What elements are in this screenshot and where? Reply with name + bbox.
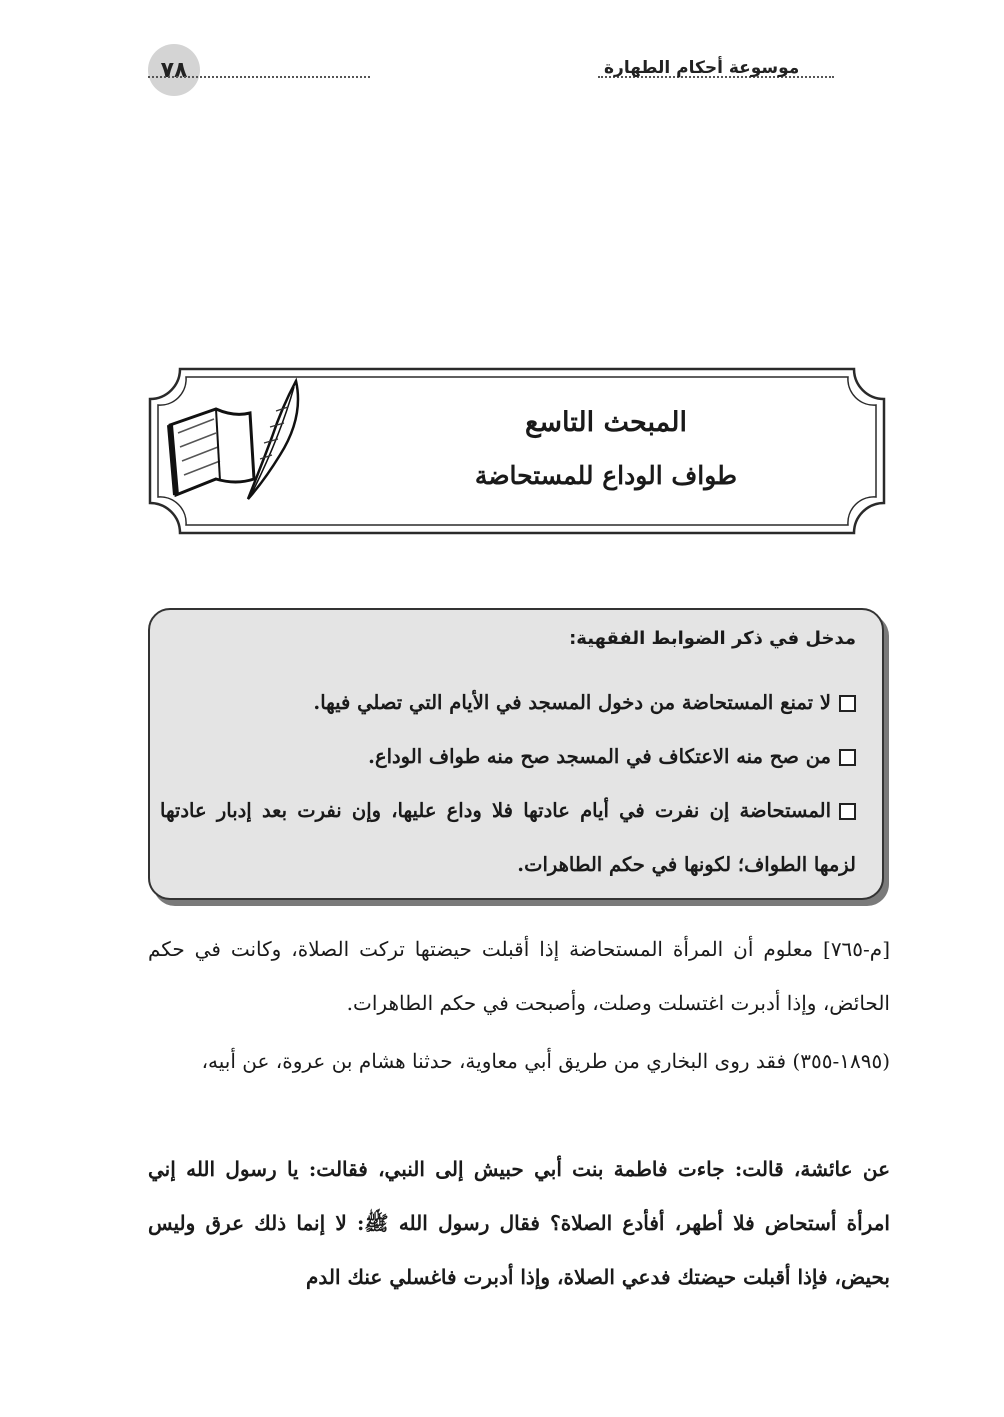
body-paragraph-3: عن عائشة، قالت: جاءت فاطمة بنت أبي حبيش إلى النبي، فقالت: يا رسول الله إني امرأة أستحاض فلا أطهر، أفأدع الصلاة؟ فقال رسول الله ﷺ: لا إنما ذلك عرق وليس بحيض، فإذا أقبلت حيضتك فدعي الصلاة، وإذا أدبرت فاغسلي عنك الدم bbox=[148, 1157, 890, 1289]
page-number: ٧٨ bbox=[148, 44, 200, 96]
body-paragraph-2: (١٨٩٥-٣٥٥) فقد روى البخاري من طريق أبي معاوية، حدثنا هشام بن عروة، عن أبيه، bbox=[201, 1049, 890, 1073]
book-and-quill-icon bbox=[164, 377, 304, 507]
principle-text: المستحاضة إن نفرت في أيام عادتها فلا وداع عليها، وإن نفرت بعد إدبار عادتها لزمها الطواف؛ لكونها في حكم الطاهرات. bbox=[160, 799, 856, 876]
principle-item bbox=[160, 784, 856, 892]
chapter-title: المبحث التاسع bbox=[525, 407, 687, 438]
checkbox-icon bbox=[839, 695, 856, 712]
checkbox-icon bbox=[839, 749, 856, 766]
principle-text: لا تمنع المستحاضة من دخول المسجد في الأيام التي تصلي فيها. bbox=[313, 691, 831, 714]
body-paragraph-1: [م-٧٦٥] معلوم أن المرأة المستحاضة إذا أقبلت حيضتها تركت الصلاة، وكانت في حكم الحائض، وإذا أدبرت اغتسلت وصلت، وأصبحت في حكم الطاهرات. bbox=[148, 937, 890, 1015]
book-title: موسوعة أحكام الطهارة bbox=[604, 58, 800, 78]
page-header bbox=[148, 44, 890, 96]
principle-item bbox=[160, 730, 856, 784]
principle-text: من صح منه الاعتكاف في المسجد صح منه طواف الوداع. bbox=[368, 745, 831, 768]
chapter-title-frame bbox=[146, 365, 888, 537]
principles-heading: مدخل في ذكر الضوابط الفقهية: bbox=[569, 628, 856, 649]
chapter-subtitle: طواف الوداع للمستحاضة bbox=[474, 461, 738, 490]
header-dots-left bbox=[148, 76, 370, 78]
principle-item bbox=[160, 676, 856, 730]
checkbox-icon bbox=[839, 803, 856, 820]
legal-principles-box bbox=[148, 608, 884, 900]
